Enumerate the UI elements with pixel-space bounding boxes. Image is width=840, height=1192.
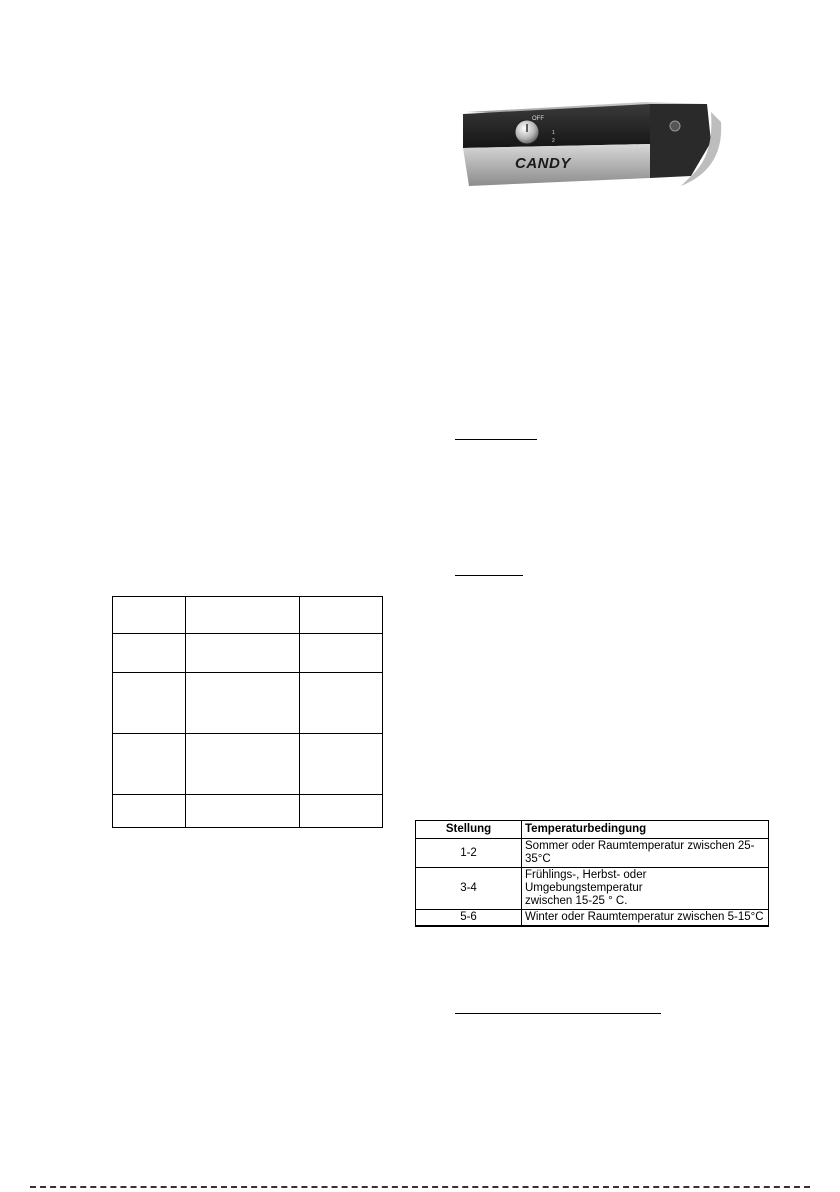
table-cell: [113, 734, 186, 795]
empty-table: [112, 596, 383, 828]
table-cell: [186, 795, 300, 828]
heading-underline: [455, 1013, 661, 1014]
heading-underline: [455, 575, 523, 576]
table-row: [113, 795, 383, 828]
table-cell: [300, 795, 383, 828]
position-cell: 3-4: [416, 868, 522, 910]
condition-cell: Winter oder Raumtemperatur zwischen 5-15°C: [522, 910, 769, 927]
condition-line: Frühlings-, Herbst- oder Umgebungstemperatur: [525, 869, 647, 894]
header-condition: Temperaturbedingung: [522, 821, 769, 839]
dial-off-label: OFF: [532, 116, 544, 122]
candy-logo: CANDY: [515, 155, 571, 172]
condition-cell: [522, 868, 769, 910]
condition-cell: Sommer oder Raumtemperatur zwischen 25-35°C: [522, 839, 769, 868]
dial-number: 2: [552, 138, 555, 144]
position-cell: 1-2: [416, 839, 522, 868]
page-footer-rule: [30, 1186, 810, 1188]
table-row: [416, 910, 769, 927]
table-cell: [113, 634, 186, 673]
table-cell: [186, 734, 300, 795]
table-cell: [300, 634, 383, 673]
panel-light-icon: [670, 121, 680, 131]
table-row: [416, 839, 769, 868]
table-header-row: [416, 821, 769, 839]
panel-dark-band: [463, 104, 650, 148]
table-cell: [186, 597, 300, 634]
table-cell: [300, 673, 383, 734]
table-row: [113, 734, 383, 795]
table-row: [113, 673, 383, 734]
table-cell: [113, 795, 186, 828]
table-row: [113, 597, 383, 634]
table-cell: [300, 734, 383, 795]
condition-line: zwischen 15-25 ° C.: [525, 895, 628, 907]
table-row: [416, 868, 769, 910]
table-cell: [186, 673, 300, 734]
table-cell: [113, 597, 186, 634]
table-cell: [113, 673, 186, 734]
position-cell: 5-6: [416, 910, 522, 927]
table-cell: [186, 634, 300, 673]
table-row: [113, 634, 383, 673]
product-image: [445, 82, 725, 198]
dial-number: 1: [552, 130, 555, 136]
table-cell: [300, 597, 383, 634]
header-position: Stellung: [416, 821, 522, 839]
heading-underline: [455, 439, 537, 440]
temperature-table: [415, 820, 769, 927]
